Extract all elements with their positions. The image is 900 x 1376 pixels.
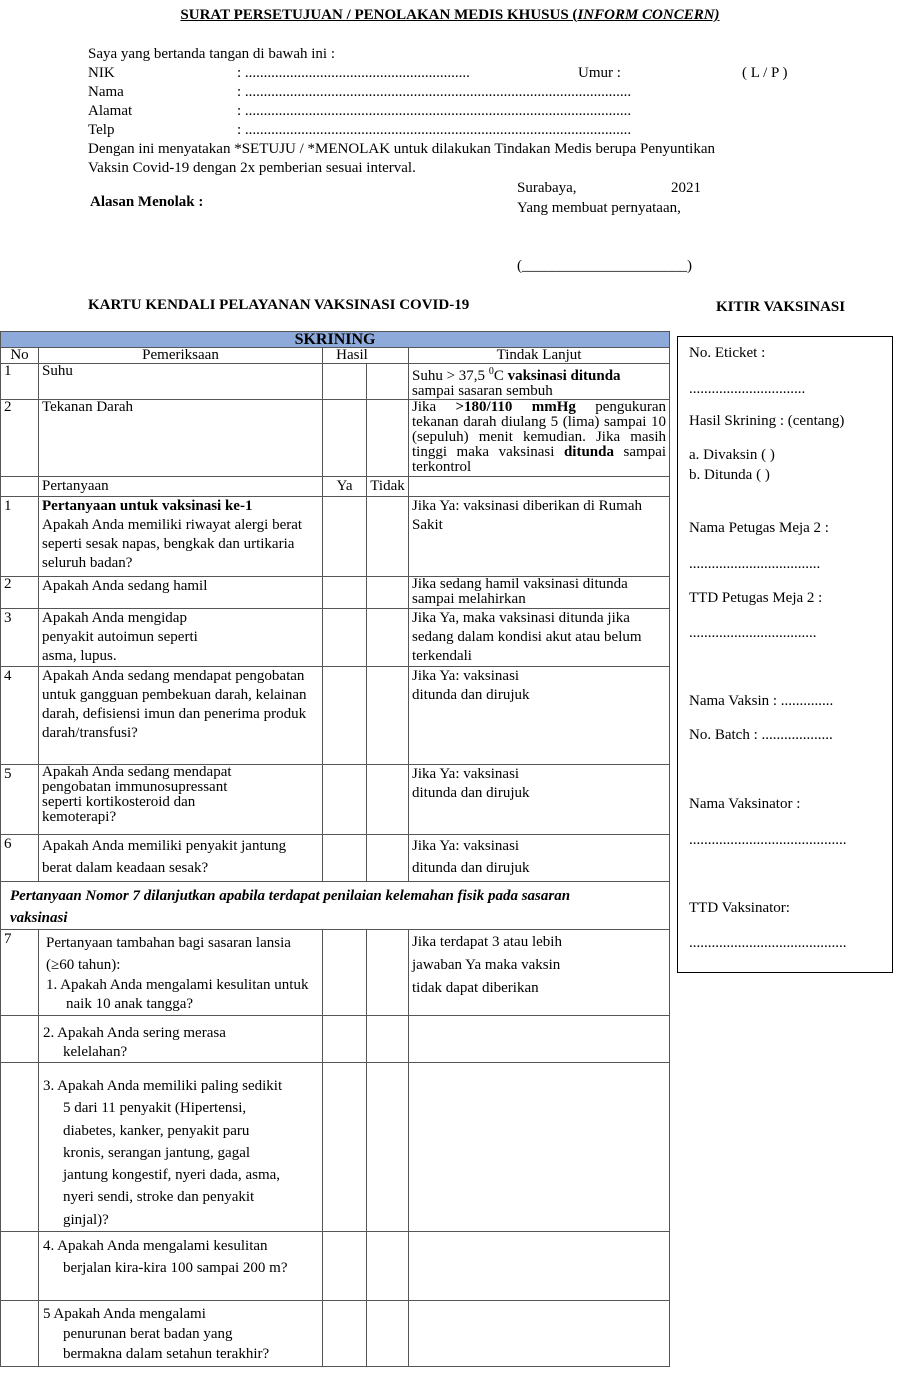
ya-cell[interactable] [323,609,367,667]
tidak-cell[interactable] [367,1016,409,1063]
statement-line-1: Dengan ini menyatakan *SETUJU / *MENOLAK untuk dilakukan Tindakan Medis berupa Penyuntikan [88,141,715,157]
consent-title: SURAT PERSETUJUAN / PENOLAKAN MEDIS KHUSUS (INFORM CONCERN) [180,7,720,23]
table-row: 6 Apakah Anda memiliki penyakit jantung berat dalam keadaan sesak? Jika Ya: vaksinasi ditunda dan dirujuk [1,835,670,882]
screening-table [0,331,670,1367]
table-row: 3. Apakah Anda memiliki paling sedikit 5 dari 11 penyakit (Hipertensi, diabetes, kanker, penyakit paru kronis, serangan jantung, gagal jantung kongestif, nyeri dada, asma, nyeri sendi, stroke dan penyakit ginjal)? [1,1063,670,1232]
nama-vaksin-field[interactable]: Nama Vaksin : .............. [689,693,834,709]
table-row: 1 Pertanyaan untuk vaksinasi ke-1 Apakah Anda memiliki riwayat alergi berat seperti sesak napas, bengkak dan urtikaria seluruh badan? Jika Ya: vaksinasi diberikan di Rumah Sakit [1,497,670,577]
eticket-field[interactable]: ............................... [689,381,806,397]
tidak-cell[interactable] [367,1232,409,1301]
gender-field: ( L / P ) [742,65,788,81]
ttd-vaksinator-field[interactable]: .......................................... [689,935,847,951]
ya-cell[interactable] [323,497,367,577]
hasil-cell[interactable] [367,364,409,400]
nik-field: : ............................................................ [237,65,470,81]
petugas-label: Nama Petugas Meja 2 : [689,520,829,536]
table-row: 2 Apakah Anda sedang hamil Jika sedang hamil vaksinasi ditunda sampai melahirkan [1,577,670,609]
alasan-menolak-label: Alasan Menolak : [90,194,204,210]
ttd-petugas-field[interactable]: .................................. [689,625,817,641]
tidak-cell[interactable] [367,835,409,882]
telp-field: : ....................................................................................................... [237,122,632,138]
ya-cell[interactable] [323,930,367,1016]
vaksinator-label: Nama Vaksinator : [689,796,801,812]
table-row: 4 Apakah Anda sedang mendapat pengobatan untuk gangguan pembekuan darah, kelainan darah, defisiensi imun dan penerima produk darah/transfusi? Jika Ya: vaksinasi ditunda dan dirujuk [1,667,670,765]
nama-label: Nama [88,84,124,100]
umur-label: Umur : [578,65,621,81]
telp-label: Telp [88,122,115,138]
ttd-petugas-label: TTD Petugas Meja 2 : [689,590,823,606]
tidak-cell[interactable] [367,577,409,609]
eticket-label: No. Eticket : [689,345,766,361]
ya-cell[interactable] [323,1301,367,1367]
vaksinator-field[interactable]: .......................................... [689,832,847,848]
tidak-cell[interactable] [367,930,409,1016]
col-hasil-header: Hasil [323,348,409,364]
col-tindak-lanjut-header: Tindak Lanjut [409,348,670,364]
hasil-cell[interactable] [323,400,367,477]
tidak-cell[interactable] [367,1063,409,1232]
tidak-cell[interactable] [367,609,409,667]
table-row: 7 Pertanyaan tambahan bagi sasaran lansia (≥60 tahun): 1. Apakah Anda mengalami kesulitan untuk naik 10 anak tangga? Jika terdapat 3 atau lebih jawaban Ya maka vaksin tidak dapat diberikan [1,930,670,1016]
divaksin-option[interactable]: a. Divaksin ( ) [689,447,775,463]
card-title: KARTU KENDALI PELAYANAN VAKSINASI COVID-19 [88,297,470,313]
table-row: 2. Apakah Anda sering merasa kelelahan? [1,1016,670,1063]
statement-line-2: Vaksin Covid-19 dengan 2x pemberian sesuai interval. [88,160,416,176]
ya-cell[interactable] [323,835,367,882]
table-row: 4. Apakah Anda mengalami kesulitan berjalan kira-kira 100 sampai 200 m? [1,1232,670,1301]
consent-intro: Saya yang bertanda tangan di bawah ini : [88,46,336,62]
question-header-row: Pertanyaan Ya Tidak [1,477,670,497]
hasil-cell[interactable] [367,400,409,477]
ya-cell[interactable] [323,577,367,609]
tidak-cell[interactable] [367,1301,409,1367]
nik-label: NIK [88,65,115,81]
year: 2021 [671,180,701,196]
statement-maker: Yang membuat pernyataan, [517,200,681,216]
kitir-box [677,336,893,973]
petugas-field[interactable]: ................................... [689,556,821,572]
hasil-cell[interactable] [323,364,367,400]
hasil-skrining-label: Hasil Skrining : (centang) [689,413,845,429]
city: Surabaya, [517,180,577,196]
note-row: Pertanyaan Nomor 7 dilanjutkan apabila terdapat penilaian kelemahan fisik pada sasaran vaksinasi [1,882,670,930]
ttd-vaksinator-label: TTD Vaksinator: [689,900,790,916]
table-row: 1 Suhu Suhu > 37,5 $^0$C vaksinasi ditunda sampai sasaran sembuh [1,364,670,400]
tidak-cell[interactable] [367,497,409,577]
ya-cell[interactable] [323,1232,367,1301]
batch-field[interactable]: No. Batch : ................... [689,727,833,743]
kitir-title: KITIR VAKSINASI [716,299,846,315]
col-pemeriksaan-header: Pemeriksaan [39,348,323,364]
ya-cell[interactable] [323,667,367,765]
table-row: 5 Apakah Anda mengalami penurunan berat badan yang bermakna dalam setahun terakhir? [1,1301,670,1367]
nama-field: : ....................................................................................................... [237,84,632,100]
tidak-cell[interactable] [367,765,409,835]
col-no-header: No [1,348,39,364]
tidak-cell[interactable] [367,667,409,765]
ya-cell[interactable] [323,765,367,835]
ditunda-option[interactable]: b. Ditunda ( ) [689,467,770,483]
signature-line: (______________________) [517,258,692,274]
table-row: 2 Tekanan Darah Jika >180/110 mmHg pengukuran tekanan darah diulang 5 (lima) sampai 10 (sepuluh) menit kemudian. Jika masih tinggi maka vaksinasi ditunda sampai terkontrol [1,400,670,477]
table-row: 5 Apakah Anda sedang mendapat pengobatan immunosupressant seperti kortikosteroid dan kemoterapi? Jika Ya: vaksinasi ditunda dan dirujuk [1,765,670,835]
ya-cell[interactable] [323,1016,367,1063]
table-row: 3 Apakah Anda mengidap penyakit autoimun seperti asma, lupus. Jika Ya, maka vaksinasi ditunda jika sedang dalam kondisi akut atau belum terkendali [1,609,670,667]
alamat-label: Alamat [88,103,133,119]
alamat-field: : ....................................................................................................... [237,103,632,119]
skrining-header: SKRINING [1,332,670,348]
ya-cell[interactable] [323,1063,367,1232]
